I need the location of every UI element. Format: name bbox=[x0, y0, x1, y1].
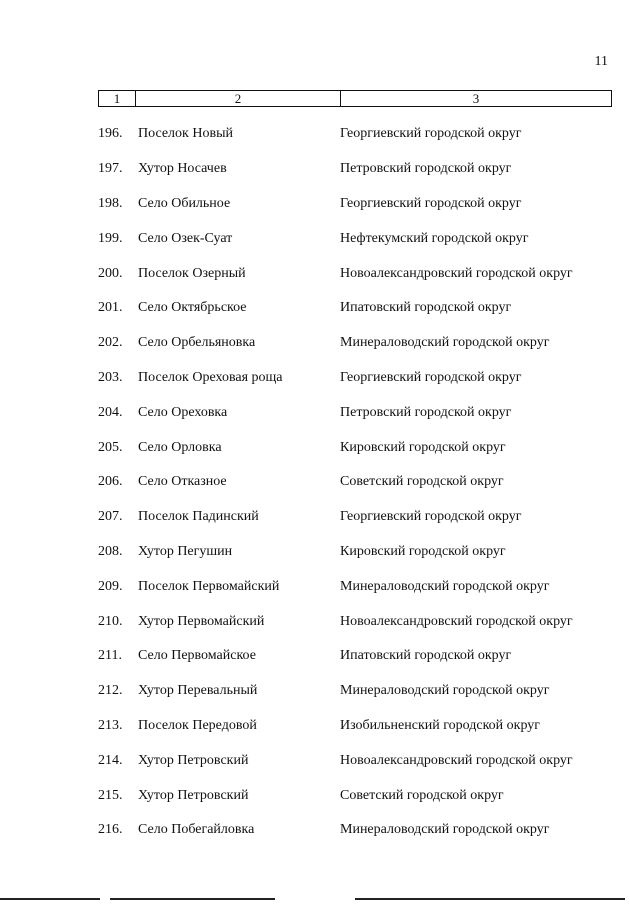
settlement-name: Село Первомайское bbox=[138, 648, 256, 664]
district-name: Георгиевский городской округ bbox=[340, 126, 522, 142]
table-row bbox=[98, 569, 618, 604]
row-number: 211. bbox=[98, 648, 122, 664]
row-number: 215. bbox=[98, 787, 123, 803]
row-number: 196. bbox=[98, 126, 123, 142]
table-row bbox=[98, 187, 618, 222]
settlement-name: Хутор Носачев bbox=[138, 161, 227, 177]
district-name: Минераловодский городской округ bbox=[340, 822, 550, 838]
district-name: Новоалександровский городской округ bbox=[340, 265, 573, 281]
district-name: Новоалександровский городской округ bbox=[340, 752, 573, 768]
table-row bbox=[98, 709, 618, 744]
row-number: 209. bbox=[98, 578, 123, 594]
district-name: Минераловодский городской округ bbox=[340, 578, 550, 594]
settlement-name: Хутор Петровский bbox=[138, 787, 249, 803]
district-name: Георгиевский городской округ bbox=[340, 509, 522, 525]
footer-rule-mid bbox=[110, 898, 275, 900]
page-number: 11 bbox=[594, 54, 608, 69]
footer-rule-right bbox=[355, 898, 625, 900]
footer-rule-left bbox=[0, 898, 100, 900]
district-name: Минераловодский городской округ bbox=[340, 683, 550, 699]
settlement-name: Село Обильное bbox=[138, 195, 231, 211]
row-number: 208. bbox=[98, 543, 123, 559]
district-name: Ипатовский городской округ bbox=[340, 300, 512, 316]
settlement-name: Село Ореховка bbox=[138, 404, 228, 420]
settlement-name: Село Побегайловка bbox=[138, 822, 255, 838]
table-row bbox=[98, 361, 618, 396]
row-number: 205. bbox=[98, 439, 123, 455]
row-number: 207. bbox=[98, 509, 123, 525]
table-row bbox=[98, 430, 618, 465]
settlement-name: Село Орбельяновка bbox=[138, 335, 256, 351]
row-number: 204. bbox=[98, 404, 123, 420]
table-row bbox=[98, 117, 618, 152]
table-row bbox=[98, 326, 618, 361]
column-header-1: 1 bbox=[99, 91, 136, 107]
settlement-name: Поселок Новый bbox=[138, 126, 233, 142]
table-row bbox=[98, 813, 618, 848]
table-row bbox=[98, 639, 618, 674]
district-name: Петровский городской округ bbox=[340, 161, 512, 177]
district-name: Изобильненский городской округ bbox=[340, 717, 541, 733]
district-name: Ипатовский городской округ bbox=[340, 648, 512, 664]
settlement-name: Поселок Озерный bbox=[138, 265, 246, 281]
table-row bbox=[98, 674, 618, 709]
row-number: 197. bbox=[98, 161, 123, 177]
row-number: 203. bbox=[98, 369, 123, 385]
row-number: 202. bbox=[98, 335, 123, 351]
settlement-name: Поселок Передовой bbox=[138, 717, 257, 733]
table-row bbox=[98, 465, 618, 500]
table-row bbox=[98, 604, 618, 639]
row-number: 200. bbox=[98, 265, 123, 281]
table-row bbox=[98, 500, 618, 535]
district-name: Петровский городской округ bbox=[340, 404, 512, 420]
settlement-name: Поселок Падинский bbox=[138, 509, 259, 525]
row-number: 214. bbox=[98, 752, 123, 768]
table-row bbox=[98, 535, 618, 570]
district-name: Минераловодский городской округ bbox=[340, 335, 550, 351]
settlement-name: Хутор Пегушин bbox=[138, 543, 233, 559]
column-header-row bbox=[99, 91, 612, 107]
column-header-3: 3 bbox=[341, 91, 612, 107]
table-row bbox=[98, 256, 618, 291]
settlement-name: Хутор Петровский bbox=[138, 752, 249, 768]
table-row bbox=[98, 743, 618, 778]
table-row bbox=[98, 152, 618, 187]
row-number: 201. bbox=[98, 300, 123, 316]
district-name: Георгиевский городской округ bbox=[340, 369, 522, 385]
row-number: 212. bbox=[98, 683, 123, 699]
row-number: 213. bbox=[98, 717, 123, 733]
row-number: 206. bbox=[98, 474, 123, 490]
settlement-name: Село Озек-Суат bbox=[138, 230, 233, 246]
district-name: Кировский городской округ bbox=[340, 439, 506, 455]
column-header-2: 2 bbox=[136, 91, 341, 107]
settlement-name: Село Отказное bbox=[138, 474, 227, 490]
district-name: Нефтекумский городской округ bbox=[340, 230, 529, 246]
settlement-list bbox=[98, 117, 618, 848]
row-number: 199. bbox=[98, 230, 123, 246]
table-row bbox=[98, 291, 618, 326]
settlement-name: Село Орловка bbox=[138, 439, 222, 455]
table-row bbox=[98, 395, 618, 430]
district-name: Советский городской округ bbox=[340, 787, 504, 803]
settlement-name: Село Октябрьское bbox=[138, 300, 247, 316]
district-name: Советский городской округ bbox=[340, 474, 504, 490]
row-number: 210. bbox=[98, 613, 123, 629]
district-name: Георгиевский городской округ bbox=[340, 195, 522, 211]
settlement-name: Хутор Перевальный bbox=[138, 683, 258, 699]
settlement-name: Хутор Первомайский bbox=[138, 613, 265, 629]
column-header-table bbox=[98, 90, 612, 107]
settlement-name: Поселок Ореховая роща bbox=[138, 369, 283, 385]
row-number: 216. bbox=[98, 822, 123, 838]
settlement-name: Поселок Первомайский bbox=[138, 578, 280, 594]
table-row bbox=[98, 221, 618, 256]
district-name: Новоалександровский городской округ bbox=[340, 613, 573, 629]
table-row bbox=[98, 778, 618, 813]
row-number: 198. bbox=[98, 195, 123, 211]
district-name: Кировский городской округ bbox=[340, 543, 506, 559]
